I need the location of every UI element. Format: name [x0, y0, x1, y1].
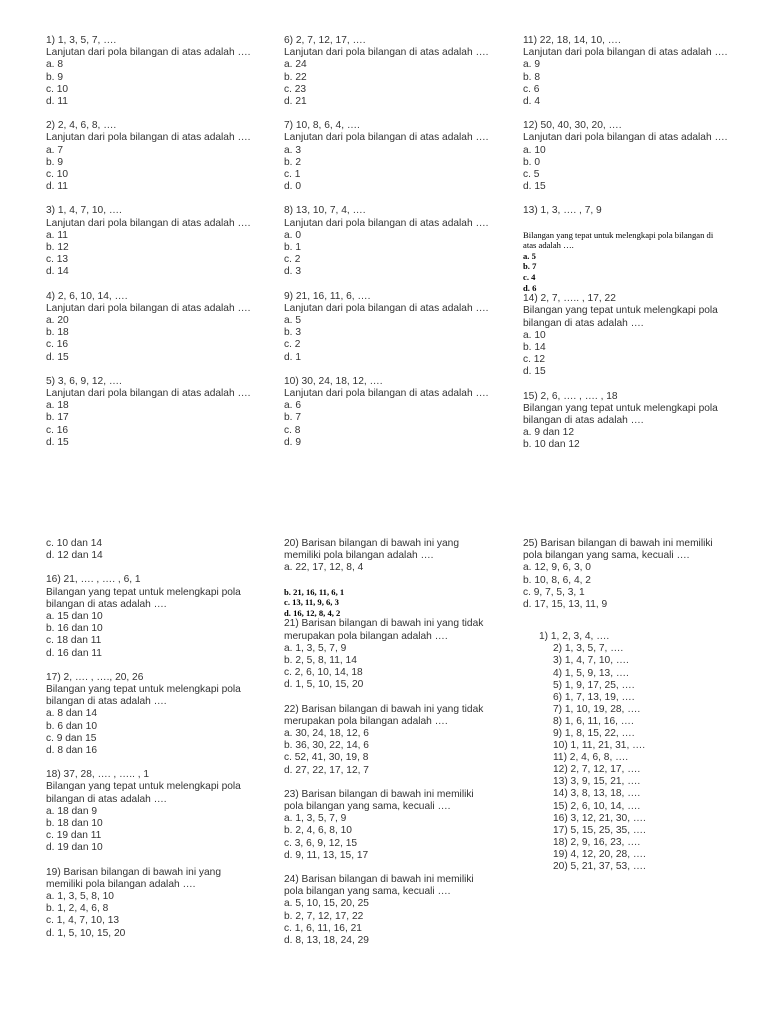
question-text: 14) 2, 7, ….. , 17, 22: [523, 293, 616, 305]
question-line: d. 15: [523, 181, 546, 193]
question-line: a. 30, 24, 18, 12, 6: [284, 728, 369, 740]
question-line: c. 9, 7, 5, 3, 1: [523, 586, 585, 598]
question-line: merupakan pola bilangan adalah ….: [284, 715, 448, 727]
question-line: b. 36, 30, 22, 14, 6: [284, 740, 369, 752]
question-text: 11) 22, 18, 14, 10, ….: [523, 35, 621, 46]
question-line: a. 20: [46, 315, 69, 327]
question-line: bilangan di atas adalah ….: [523, 415, 644, 427]
question-block: [46, 376, 276, 449]
question-block: [46, 205, 276, 278]
question-block: [46, 574, 276, 659]
question-25-block: [523, 538, 753, 611]
question-line: d. 1, 5, 10, 15, 20: [46, 927, 126, 939]
question-line: a. 5, 10, 15, 20, 25: [284, 898, 369, 910]
pattern-list-item: 19) 4, 12, 20, 28, ….: [553, 848, 646, 860]
question-block: [46, 769, 276, 854]
pattern-list-item: 20) 5, 21, 37, 53, ….: [553, 861, 646, 872]
question-line: b. 6 dan 10: [46, 720, 97, 732]
page2-column-1: [46, 538, 276, 952]
pattern-list-item: 17) 5, 15, 25, 35, ….: [553, 824, 646, 836]
answer-option: b. 7: [523, 261, 537, 272]
question-line: b. 1: [284, 242, 301, 254]
question-block: [284, 376, 514, 449]
question-block: [523, 538, 753, 611]
question-block: [284, 120, 514, 193]
question-line: b. 17: [46, 412, 69, 424]
question-line: d. 9: [284, 436, 301, 448]
question-line: a. 10: [523, 144, 546, 156]
question-line: b. 16 dan 10: [46, 623, 103, 635]
question-line: c. 12: [523, 354, 546, 366]
question-line: Lanjutan dari pola bilangan di atas adalah ….: [284, 47, 489, 59]
question-text: 2) 2, 4, 6, 8, ….: [46, 120, 117, 132]
question-line: b. 18 dan 10: [46, 818, 103, 830]
pattern-list-item: 4) 1, 5, 9, 13, ….: [553, 667, 629, 679]
question-line: b. 9: [46, 156, 63, 168]
question-line: Bilangan yang tepat untuk melengkapi pola: [46, 684, 241, 696]
question-line: pola bilangan yang sama, kecuali ….: [284, 886, 451, 898]
pattern-list-item: 7) 1, 10, 19, 28, ….: [553, 703, 641, 715]
pattern-list-item: 11) 2, 4, 6, 8, ….: [553, 752, 629, 764]
question-line: b. 2, 7, 12, 17, 22: [284, 910, 364, 922]
question-line: Bilangan yang tepat untuk melengkapi pola: [523, 305, 718, 317]
pattern-list-item: 16) 3, 12, 21, 30, ….: [553, 812, 646, 824]
pattern-list-item: 5) 1, 9, 17, 25, ….: [553, 679, 635, 691]
question-text: 4) 2, 6, 10, 14, ….: [46, 290, 128, 302]
question-line: d. 1, 5, 10, 15, 20: [284, 679, 364, 691]
pattern-list-item: 12) 2, 7, 12, 17, ….: [553, 764, 641, 776]
question-line: b. 7: [284, 412, 301, 424]
question-line: memiliki pola bilangan adalah ….: [284, 550, 434, 562]
question-text: 19) Barisan bilangan di bawah ini yang: [46, 866, 222, 878]
question-text: 23) Barisan bilangan di bawah ini memiliki: [284, 788, 474, 800]
pattern-list-item: 18) 2, 9, 16, 23, ….: [553, 836, 641, 848]
question-block: [284, 35, 514, 108]
question-line: d. 12 dan 14: [46, 550, 103, 562]
question-text: 13) 1, 3, …. , 7, 9: [523, 205, 602, 217]
question-text: 7) 10, 8, 6, 4, ….: [284, 120, 360, 132]
question-line: a. 24: [284, 59, 307, 71]
question-line: b. 10 dan 12: [523, 439, 580, 451]
answer-option: c. 13, 11, 9, 6, 3: [284, 597, 339, 608]
question-line: Lanjutan dari pola bilangan di atas adalah ….: [46, 217, 251, 229]
question-text: 21) Barisan bilangan di bawah ini yang tidak: [284, 618, 484, 630]
question-block: [46, 291, 276, 364]
question-line: d. 15: [46, 436, 69, 448]
question-line: b. 9: [46, 71, 63, 83]
question-line: d. 27, 22, 17, 12, 7: [284, 764, 369, 776]
question-line: c. 1, 4, 7, 10, 13: [46, 915, 120, 927]
page1-column-1: [46, 35, 276, 461]
question-block: [46, 120, 276, 193]
pattern-list-item: 6) 1, 7, 13, 19, ….: [553, 691, 635, 703]
question-line: b. 2: [284, 156, 301, 168]
question-line: merupakan pola bilangan adalah ….: [284, 630, 448, 642]
question-line: a. 3: [284, 144, 301, 156]
question-line: b. 18: [46, 327, 69, 339]
question-block: [284, 291, 514, 364]
question-text: 20) Barisan bilangan di bawah ini yang: [284, 538, 460, 549]
question-line: a. 1, 3, 5, 7, 9: [284, 642, 347, 654]
question-block: [46, 672, 276, 757]
question-line: b. 22: [284, 71, 307, 83]
question-text: 8) 13, 10, 7, 4, ….: [284, 205, 366, 217]
question-line: d. 14: [46, 266, 69, 278]
question-line: a. 18 dan 9: [46, 805, 97, 817]
question-line: a. 0: [284, 229, 301, 241]
question-line: a. 7: [46, 144, 63, 156]
question-line: d. 3: [284, 266, 301, 278]
question-line: bilangan di atas adalah ….: [46, 598, 167, 610]
question-line: bilangan di atas adalah ….: [523, 317, 644, 329]
answer-option: d. 16, 12, 8, 4, 2: [284, 607, 341, 618]
question-line: Bilangan yang tepat untuk melengkapi pola: [46, 586, 241, 598]
worksheet-page-2: [0, 512, 768, 1024]
question-line: c. 19 dan 11: [46, 830, 102, 842]
question-line: c. 16: [46, 424, 69, 436]
question-text: 24) Barisan bilangan di bawah ini memiliki: [284, 874, 474, 886]
question-line: a. 9: [523, 59, 540, 71]
question-line: c. 8: [284, 424, 301, 436]
serif-text-block: [284, 587, 514, 619]
question-line: d. 1: [284, 351, 301, 363]
question-text: 17) 2, …. , …., 20, 26: [46, 671, 144, 683]
question-line: c. 2, 6, 10, 14, 18: [284, 667, 363, 679]
question-line: a. 8: [46, 59, 63, 71]
answer-option: c. 4: [523, 272, 536, 283]
question-line: Lanjutan dari pola bilangan di atas adalah ….: [523, 47, 728, 59]
question-line: c. 52, 41, 30, 19, 8: [284, 752, 369, 764]
question-line: Lanjutan dari pola bilangan di atas adalah ….: [284, 217, 489, 229]
question-line: c. 18 dan 11: [46, 635, 102, 647]
question-text: 6) 2, 7, 12, 17, ….: [284, 35, 366, 46]
question-line: d. 4: [523, 96, 540, 108]
pattern-list-item: 14) 3, 8, 13, 18, ….: [553, 788, 641, 800]
question-line: d. 19 dan 10: [46, 842, 103, 854]
question-line: bilangan di atas adalah ….: [46, 793, 167, 805]
question-text: 5) 3, 6, 9, 12, ….: [46, 375, 122, 387]
question-line: c. 5: [523, 169, 540, 181]
question-line: Lanjutan dari pola bilangan di atas adalah ….: [46, 132, 251, 144]
page2-column-2: [284, 538, 514, 959]
question-line: d. 15: [523, 366, 546, 378]
question-line: d. 8 dan 16: [46, 745, 97, 757]
page1-column-3: [523, 35, 753, 464]
question-line: Bilangan yang tepat untuk melengkapi pola: [46, 781, 241, 793]
pattern-list-item: 10) 1, 11, 21, 31, ….: [553, 740, 646, 752]
question-line: d. 11: [46, 96, 68, 108]
question-line: c. 1: [284, 169, 301, 181]
answer-option: d. 6: [523, 282, 537, 293]
question-block: [523, 205, 753, 217]
question-text: 18) 37, 28, …. , ….. , 1: [46, 769, 150, 781]
question-block: [523, 293, 753, 378]
question-line: a. 9 dan 12: [523, 427, 574, 439]
question-line: d. 8, 13, 18, 24, 29: [284, 935, 369, 947]
answer-option: b. 21, 16, 11, 6, 1: [284, 586, 345, 597]
question-line: b. 1, 2, 4, 6, 8: [46, 903, 109, 915]
question-block: [284, 874, 514, 947]
question-line: b. 8: [523, 71, 540, 83]
pattern-list-item: 9) 1, 8, 15, 22, ….: [553, 727, 635, 739]
question-line: c. 9 dan 15: [46, 732, 97, 744]
question-block: [523, 120, 753, 193]
page2-column-3: [523, 538, 753, 873]
question-text: 9) 21, 16, 11, 6, ….: [284, 290, 371, 302]
question-line: b. 2, 4, 6, 8, 10: [284, 825, 352, 837]
question-line: a. 8 dan 14: [46, 708, 97, 720]
pattern-list-item: 13) 3, 9, 15, 21, ….: [553, 776, 641, 788]
question-text: 12) 50, 40, 30, 20, ….: [523, 120, 622, 132]
question-line: c. 6: [523, 83, 540, 95]
question-line: a. 18: [46, 400, 69, 412]
question-line: c. 23: [284, 83, 307, 95]
question-block: [46, 538, 276, 562]
question-line: Bilangan yang tepat untuk melengkapi pola: [523, 402, 718, 414]
question-block: [284, 789, 514, 862]
question-line: d. 9, 11, 13, 15, 17: [284, 849, 369, 861]
question-line: bilangan di atas adalah ….: [46, 696, 167, 708]
question-line: c. 3, 6, 9, 12, 15: [284, 837, 358, 849]
question-text: 22) Barisan bilangan di bawah ini yang tidak: [284, 703, 484, 715]
question-line: a. 12, 9, 6, 3, 0: [523, 562, 591, 574]
question-block: [284, 704, 514, 777]
question-line: a. 10: [523, 329, 546, 341]
question-block: [284, 618, 514, 691]
question-block: [284, 538, 514, 575]
question-line: a. 5: [284, 315, 301, 327]
question-line: pola bilangan yang sama, kecuali ….: [284, 801, 451, 813]
question-line: c. 2: [284, 254, 301, 266]
pattern-list-item: 3) 1, 4, 7, 10, ….: [553, 655, 629, 667]
question-line: d. 21: [284, 96, 307, 108]
question-line: Lanjutan dari pola bilangan di atas adalah ….: [46, 47, 251, 59]
question-line: memiliki pola bilangan adalah ….: [46, 878, 196, 890]
question-text: 10) 30, 24, 18, 12, ….: [284, 375, 383, 387]
question-text: 1) 1, 3, 5, 7, ….: [46, 35, 117, 46]
question-line: a. 22, 17, 12, 8, 4: [284, 562, 364, 574]
pattern-list-item: 1) 1, 2, 3, 4, ….: [539, 631, 610, 643]
question-line: Lanjutan dari pola bilangan di atas adalah ….: [523, 132, 728, 144]
question-line: Bilangan yang tepat untuk melengkapi pola bilangan di: [523, 229, 714, 240]
question-line: b. 2, 5, 8, 11, 14: [284, 655, 357, 666]
question-line: c. 10: [46, 169, 69, 181]
pattern-list-item: 2) 1, 3, 5, 7, ….: [553, 643, 624, 655]
question-line: Lanjutan dari pola bilangan di atas adalah ….: [284, 132, 489, 144]
question-line: a. 15 dan 10: [46, 611, 103, 623]
question-text: 15) 2, 6, …. , …. , 18: [523, 390, 618, 402]
question-line: b. 14: [523, 342, 546, 354]
serif-text-block: [523, 230, 753, 294]
question-line: b. 0: [523, 156, 540, 168]
question-line: d. 15: [46, 351, 69, 363]
pattern-list-item: 15) 2, 6, 10, 14, ….: [553, 800, 641, 812]
answer-option: a. 5: [523, 250, 536, 261]
question-text: 16) 21, …. , …. , 6, 1: [46, 574, 141, 586]
question-line: d. 11: [46, 181, 68, 193]
question-line: a. 1, 3, 5, 8, 10: [46, 891, 114, 903]
question-line: c. 2: [284, 339, 301, 351]
question-text: 25) Barisan bilangan di bawah ini memiliki: [523, 538, 713, 549]
question-line: a. 1, 3, 5, 7, 9: [284, 813, 347, 825]
question-block: [46, 35, 276, 108]
question-block: [523, 35, 753, 108]
question-line: c. 13: [46, 254, 69, 266]
question-line: d. 16 dan 11: [46, 647, 102, 659]
question-block: [523, 391, 753, 452]
question-line: pola bilangan yang sama, kecuali ….: [523, 550, 690, 562]
question-line: c. 10: [46, 83, 69, 95]
question-line: c. 16: [46, 339, 69, 351]
question-line: a. 11: [46, 229, 68, 241]
question-line: b. 3: [284, 327, 301, 339]
question-line: b. 10, 8, 6, 4, 2: [523, 574, 591, 586]
question-line: d. 0: [284, 181, 301, 193]
question-line: a. 6: [284, 400, 301, 412]
question-line: b. 12: [46, 242, 69, 254]
pattern-list: [523, 631, 753, 873]
question-text: 3) 1, 4, 7, 10, ….: [46, 205, 122, 217]
question-block: [284, 205, 514, 278]
question-line: d. 17, 15, 13, 11, 9: [523, 599, 608, 611]
question-line: c. 1, 6, 11, 16, 21: [284, 922, 362, 934]
question-line: Lanjutan dari pola bilangan di atas adalah ….: [284, 302, 489, 314]
page1-column-2: [284, 35, 514, 461]
question-text: c. 10 dan 14: [46, 538, 103, 549]
question-line: Lanjutan dari pola bilangan di atas adalah ….: [46, 388, 251, 400]
question-line: Lanjutan dari pola bilangan di atas adalah ….: [46, 302, 251, 314]
pattern-list-item: 8) 1, 6, 11, 16, ….: [553, 715, 634, 727]
question-block: [46, 867, 276, 940]
question-line: atas adalah ….: [523, 240, 574, 251]
question-line: Lanjutan dari pola bilangan di atas adalah ….: [284, 388, 489, 400]
